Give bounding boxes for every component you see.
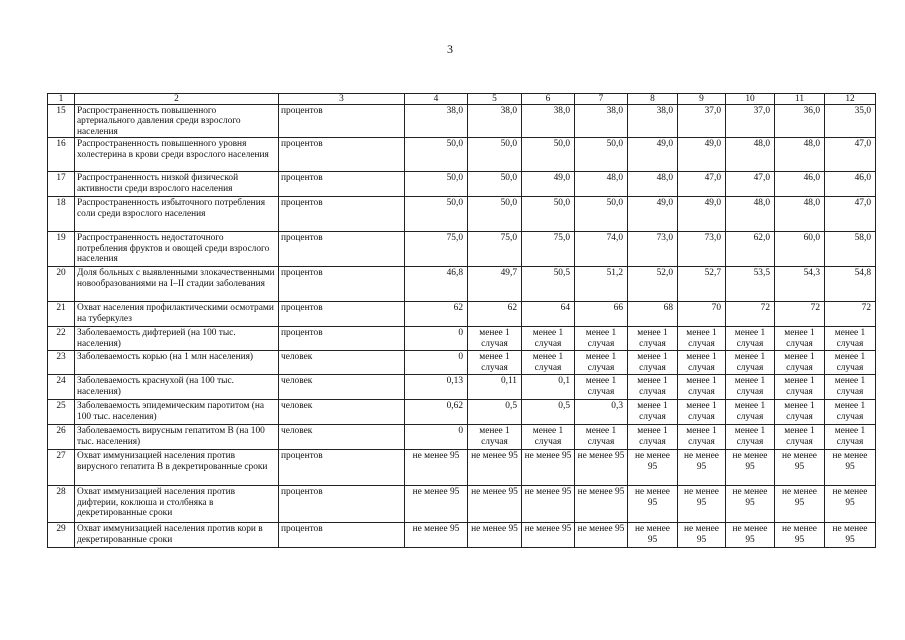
value-cell: менее 1 случая [468,425,522,450]
value-cell: менее 1 случая [522,425,575,450]
row-number: 25 [48,400,75,425]
value-cell: менее 1 случая [628,425,678,450]
column-header-row [48,94,876,105]
value-cell: 38,0 [522,105,575,138]
value-cell: 0,5 [468,400,522,425]
row-number: 26 [48,425,75,450]
value-cell: 60,0 [775,232,825,267]
value-cell: 0,13 [405,375,468,400]
indicators-table [47,93,876,548]
table-row [48,105,876,138]
table-row [48,425,876,450]
unit-cell: процентов [279,197,405,232]
table-row [48,302,876,327]
value-cell: 0,1 [522,375,575,400]
value-cell: не менее 95 [405,486,468,523]
row-number: 17 [48,172,75,197]
value-cell: 0 [405,327,468,351]
value-cell: менее 1 случая [825,400,876,425]
value-cell: 0,5 [522,400,575,425]
value-cell: 66 [575,302,628,327]
value-cell: 64 [522,302,575,327]
value-cell: менее 1 случая [522,351,575,375]
value-cell: 50,0 [468,138,522,172]
value-cell: менее 1 случая [575,425,628,450]
column-header: 12 [825,94,876,105]
row-number: 16 [48,138,75,172]
value-cell: 49,0 [628,197,678,232]
value-cell: не менее 95 [726,486,775,523]
table-row [48,450,876,486]
table-row [48,400,876,425]
indicator-name: Заболеваемость корью (на 1 млн населения) [75,351,279,375]
table-row [48,172,876,197]
value-cell: менее 1 случая [628,351,678,375]
value-cell: 54,3 [775,267,825,302]
unit-cell: процентов [279,327,405,351]
value-cell: менее 1 случая [575,351,628,375]
value-cell: 47,0 [726,172,775,197]
value-cell: 70 [678,302,726,327]
value-cell: менее 1 случая [775,351,825,375]
value-cell: менее 1 случая [825,375,876,400]
column-header: 7 [575,94,628,105]
value-cell: 50,0 [468,197,522,232]
column-header: 6 [522,94,575,105]
unit-cell: процентов [279,302,405,327]
value-cell: 38,0 [468,105,522,138]
column-header: 2 [75,94,279,105]
value-cell: не менее 95 [678,450,726,486]
value-cell: 47,0 [678,172,726,197]
value-cell: менее 1 случая [726,327,775,351]
value-cell: не менее 95 [726,523,775,548]
value-cell: не менее 95 [628,486,678,523]
table-row [48,138,876,172]
table-row [48,327,876,351]
value-cell: 50,0 [522,138,575,172]
indicator-name: Охват населения профилактическими осмотрами на туберкулез [75,302,279,327]
row-number: 22 [48,327,75,351]
column-header: 9 [678,94,726,105]
table-row [48,197,876,232]
value-cell: менее 1 случая [628,375,678,400]
row-number: 19 [48,232,75,267]
value-cell: 50,0 [575,138,628,172]
value-cell: не менее 95 [825,523,876,548]
column-header: 3 [279,94,405,105]
row-number: 20 [48,267,75,302]
unit-cell: процентов [279,105,405,138]
value-cell: менее 1 случая [678,351,726,375]
value-cell: менее 1 случая [678,400,726,425]
indicator-name: Распространенность избыточного потребления соли среди взрослого населения [75,197,279,232]
value-cell: не менее 95 [825,450,876,486]
value-cell: не менее 95 [405,450,468,486]
unit-cell: процентов [279,486,405,523]
value-cell: не менее 95 [775,450,825,486]
value-cell: 48,0 [726,138,775,172]
page-number: 3 [447,42,453,56]
value-cell: 47,0 [825,197,876,232]
unit-cell: процентов [279,523,405,548]
value-cell: не менее 95 [575,486,628,523]
unit-cell: человек [279,425,405,450]
unit-cell: человек [279,351,405,375]
value-cell: 0 [405,351,468,375]
value-cell: 54,8 [825,267,876,302]
value-cell: менее 1 случая [468,327,522,351]
value-cell: не менее 95 [678,523,726,548]
value-cell: менее 1 случая [726,400,775,425]
value-cell: менее 1 случая [825,327,876,351]
column-header: 11 [775,94,825,105]
unit-cell: процентов [279,267,405,302]
indicator-name: Заболеваемость дифтерией (на 100 тыс. населения) [75,327,279,351]
table-row [48,267,876,302]
value-cell: 50,5 [522,267,575,302]
value-cell: 50,0 [405,172,468,197]
value-cell: 35,0 [825,105,876,138]
value-cell: менее 1 случая [825,351,876,375]
column-header: 10 [726,94,775,105]
column-header: 4 [405,94,468,105]
value-cell: не менее 95 [522,523,575,548]
value-cell: 62,0 [726,232,775,267]
value-cell: 75,0 [405,232,468,267]
value-cell: 48,0 [775,197,825,232]
value-cell: менее 1 случая [726,375,775,400]
value-cell: не менее 95 [825,486,876,523]
value-cell: 75,0 [522,232,575,267]
value-cell: 53,5 [726,267,775,302]
column-header: 5 [468,94,522,105]
row-number: 15 [48,105,75,138]
value-cell: 58,0 [825,232,876,267]
value-cell: 0,62 [405,400,468,425]
value-cell: 73,0 [628,232,678,267]
value-cell: не менее 95 [628,523,678,548]
value-cell: менее 1 случая [775,425,825,450]
value-cell: 37,0 [726,105,775,138]
indicator-name: Распространенность низкой физической активности среди взрослого населения [75,172,279,197]
value-cell: не менее 95 [575,450,628,486]
value-cell: менее 1 случая [468,351,522,375]
indicator-name: Распространенность повышенного уровня холестерина в крови среди взрослого населения [75,138,279,172]
table-row [48,375,876,400]
value-cell: 50,0 [522,197,575,232]
value-cell: 48,0 [628,172,678,197]
row-number: 27 [48,450,75,486]
column-header: 8 [628,94,678,105]
value-cell: не менее 95 [775,523,825,548]
value-cell: менее 1 случая [678,425,726,450]
value-cell: менее 1 случая [628,327,678,351]
row-number: 29 [48,523,75,548]
value-cell: менее 1 случая [575,327,628,351]
unit-cell: человек [279,400,405,425]
unit-cell: процентов [279,232,405,267]
row-number: 18 [48,197,75,232]
value-cell: 62 [405,302,468,327]
value-cell: 38,0 [405,105,468,138]
indicator-name: Доля больных с выявленными злокачественными новообразованиями на I–II стадии заболевания [75,267,279,302]
value-cell: 36,0 [775,105,825,138]
table-row [48,232,876,267]
indicator-name: Распространенность недостаточного потребления фруктов и овощей среди взрослого населения [75,232,279,267]
unit-cell: процентов [279,138,405,172]
value-cell: не менее 95 [522,486,575,523]
value-cell: 37,0 [678,105,726,138]
value-cell: 52,7 [678,267,726,302]
value-cell: 74,0 [575,232,628,267]
value-cell: менее 1 случая [628,400,678,425]
value-cell: 48,0 [726,197,775,232]
value-cell: 47,0 [825,138,876,172]
value-cell: не менее 95 [775,486,825,523]
value-cell: 50,0 [405,197,468,232]
value-cell: менее 1 случая [726,351,775,375]
value-cell: менее 1 случая [575,375,628,400]
value-cell: не менее 95 [468,486,522,523]
indicator-name: Охват иммунизацией населения против вирусного гепатита В в декретированные сроки [75,450,279,486]
value-cell: менее 1 случая [775,400,825,425]
indicator-name: Охват иммунизацией населения против дифтерии, коклюша и столбняка в декретированные сроки [75,486,279,523]
value-cell: менее 1 случая [726,425,775,450]
table-row [48,351,876,375]
indicator-name: Заболеваемость краснухой (на 100 тыс. населения) [75,375,279,400]
table-row [48,523,876,548]
value-cell: не менее 95 [468,523,522,548]
value-cell: 49,0 [522,172,575,197]
value-cell: 0,3 [575,400,628,425]
value-cell: 46,8 [405,267,468,302]
unit-cell: человек [279,375,405,400]
value-cell: 75,0 [468,232,522,267]
value-cell: 72 [825,302,876,327]
column-header: 1 [48,94,75,105]
value-cell: 38,0 [628,105,678,138]
value-cell: 62 [468,302,522,327]
value-cell: 0,11 [468,375,522,400]
value-cell: менее 1 случая [825,425,876,450]
value-cell: менее 1 случая [775,327,825,351]
indicator-name: Заболеваемость вирусным гепатитом В (на 100 тыс. населения) [75,425,279,450]
value-cell: не менее 95 [468,450,522,486]
table-body [48,105,876,548]
row-number: 28 [48,486,75,523]
value-cell: не менее 95 [678,486,726,523]
value-cell: 72 [775,302,825,327]
row-number: 23 [48,351,75,375]
value-cell: 49,0 [628,138,678,172]
value-cell: 50,0 [575,197,628,232]
value-cell: 46,0 [825,172,876,197]
value-cell: 46,0 [775,172,825,197]
value-cell: не менее 95 [522,450,575,486]
value-cell: 72 [726,302,775,327]
value-cell: 49,7 [468,267,522,302]
value-cell: 0 [405,425,468,450]
table-row [48,486,876,523]
value-cell: 49,0 [678,138,726,172]
unit-cell: процентов [279,450,405,486]
indicator-name: Заболеваемость эпидемическим паротитом (на 100 тыс. населения) [75,400,279,425]
value-cell: менее 1 случая [678,327,726,351]
value-cell: менее 1 случая [775,375,825,400]
value-cell: менее 1 случая [522,327,575,351]
value-cell: не менее 95 [575,523,628,548]
value-cell: 48,0 [575,172,628,197]
value-cell: 68 [628,302,678,327]
value-cell: не менее 95 [405,523,468,548]
value-cell: менее 1 случая [678,375,726,400]
value-cell: не менее 95 [628,450,678,486]
value-cell: 38,0 [575,105,628,138]
indicator-name: Распространенность повышенного артериального давления среди взрослого населения [75,105,279,138]
value-cell: 50,0 [468,172,522,197]
unit-cell: процентов [279,172,405,197]
value-cell: не менее 95 [726,450,775,486]
indicator-name: Охват иммунизацией населения против кори в декретированные сроки [75,523,279,548]
value-cell: 73,0 [678,232,726,267]
row-number: 24 [48,375,75,400]
value-cell: 51,2 [575,267,628,302]
value-cell: 49,0 [678,197,726,232]
row-number: 21 [48,302,75,327]
value-cell: 50,0 [405,138,468,172]
value-cell: 48,0 [775,138,825,172]
value-cell: 52,0 [628,267,678,302]
